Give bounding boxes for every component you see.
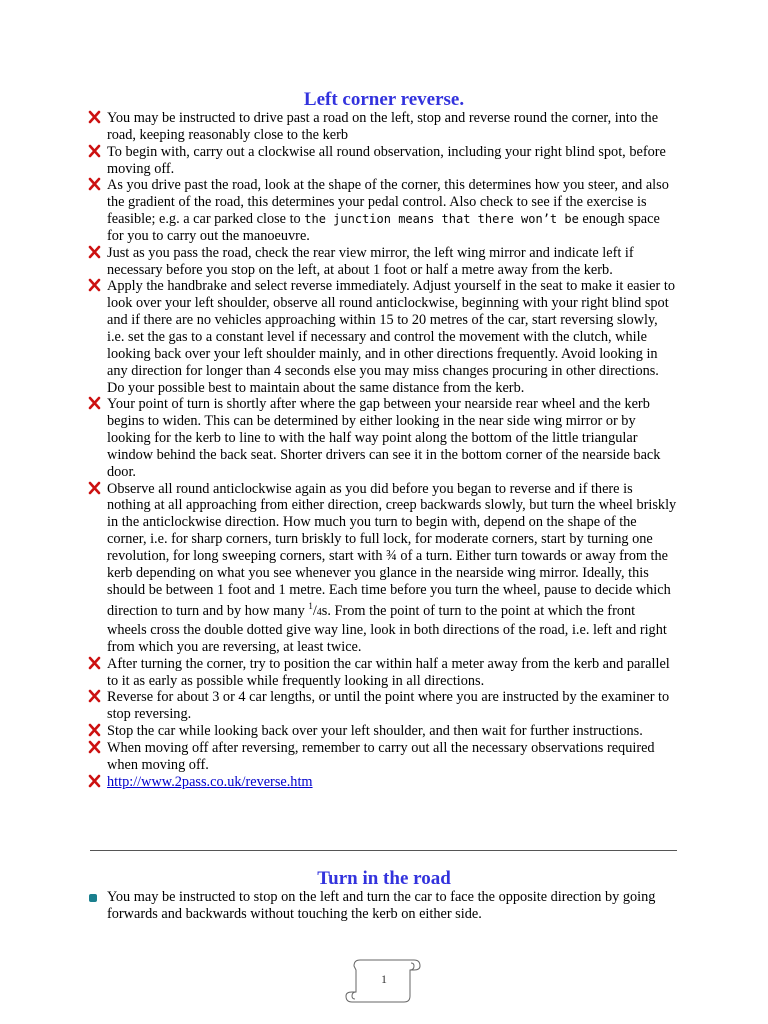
- teal-square-bullet-icon: [89, 894, 97, 902]
- list-item-text: Just as you pass the road, check the rear view mirror, the left wing mirror and indicate left if necessary before you stop on the left, at about 1 foot or half a metre away from the kerb.: [107, 244, 634, 278]
- list-item-text-part: enough space for you to carry out the manoeuvre.: [107, 211, 660, 244]
- list-item-text: To begin with, carry out a clockwise all round observation, including your right blind spot, before moving off.: [107, 143, 666, 177]
- list-item: [88, 689, 678, 723]
- section-title-left-corner-reverse: Left corner reverse.: [303, 89, 465, 110]
- red-cross-icon: [88, 689, 101, 703]
- list-item-text: [107, 177, 669, 244]
- red-cross-icon: [88, 481, 101, 495]
- list-item: [88, 396, 678, 480]
- red-cross-icon: [88, 396, 101, 410]
- list-item-text: After turning the corner, try to position the car within half a meter away from the kerb and parallel to it as early as possible while frequently looking in all directions.: [107, 655, 670, 689]
- list-item: [88, 889, 678, 923]
- fraction-numerator: 1: [308, 601, 313, 612]
- red-cross-icon: [88, 656, 101, 670]
- list-item-text-part: s. From the point of turn to the point at which the front wheels cross the double dotted give way line, look in both directions of the road, i.e. left and right from which you are reversing, at least twice.: [107, 603, 667, 655]
- list-item-text: Apply the handbrake and select reverse immediately. Adjust yourself in the seat to make it easier to look over your left shoulder, observe all round anticlockwise, beginning with your right blind spot and if there are no vehicles approaching within 15 to 20 metres of the car, start reversing slowly, i.e. set the gas to a constant level if necessary and control the movement with the clutch, while looking back over your left shoulder mainly, and in other directions frequently. Avoid looking in any direction for longer than 4 seconds else you may miss changes procuring in other directions. Do your possible best to maintain about the same distance from the kerb.: [107, 278, 675, 396]
- left-corner-reverse-list: [88, 110, 678, 791]
- list-item-text-part: Observe all round anticlockwise again as you did before you began to reverse and if there is nothing at all approaching from either direction, creep backwards slowly, but turn the wheel briskly in the anticlockwise direction. How much you turn to begin with, depend on the shape of the corner, i.e. for sharp corners, turn briskly to full lock, for moderate corners, start by turning one revolution, for long sweeping corners, start with ¾ of a turn. Either turn towards or away from the kerb depending on what you see whenever you glance in the nearside wing mirror. Ideally, this should be between 1 foot and 1 metre. Each time before you turn the wheel, pause to decide which direction to turn and by how many: [107, 480, 677, 620]
- list-item: [88, 245, 678, 279]
- list-item-text: When moving off after reversing, remember to carry out all the necessary observations required when moving off.: [107, 739, 655, 773]
- fraction-denominator: 4: [316, 607, 322, 619]
- list-item: [88, 144, 678, 178]
- list-item: [88, 774, 678, 791]
- section-divider: [90, 850, 677, 851]
- fraction-slash: /: [312, 603, 317, 620]
- red-cross-icon: [88, 245, 101, 259]
- section-title-turn-in-the-road: Turn in the road: [317, 868, 451, 889]
- red-cross-icon: [88, 177, 101, 191]
- list-item: [88, 740, 678, 774]
- red-cross-icon: [88, 740, 101, 754]
- red-cross-icon: [88, 278, 101, 292]
- list-item: [88, 656, 678, 690]
- list-item-text: Stop the car while looking back over your left shoulder, and then wait for further instructions.: [107, 723, 643, 740]
- red-cross-icon: [88, 774, 101, 788]
- red-cross-icon: [88, 144, 101, 158]
- list-item: [88, 723, 678, 740]
- list-item-text: [107, 481, 676, 655]
- turn-in-the-road-list: [88, 889, 678, 923]
- list-item: [88, 110, 678, 144]
- list-item-text-mono: the junction means that there won’t be: [304, 212, 579, 227]
- list-item-text-part: As you drive past the road, look at the shape of the corner, this determines how you steer, and also the gradient of the road, this determines your pedal control. Also check to see if the exercise is feasible; e.g. a car parked close to: [107, 177, 669, 228]
- list-item-text: Your point of turn is shortly after where the gap between your nearside rear wheel and the kerb begins to widen. This can be determined by either looking in the near side wing mirror or by looking for the kerb to line to with the half way point along the bottom of the little triangular window behind the back seat. Shorter drivers can see it in the bottom corner of the nearside back door.: [107, 396, 661, 480]
- source-link[interactable]: http://www.2pass.co.uk/reverse.htm: [107, 773, 313, 790]
- list-item-text: Reverse for about 3 or 4 car lengths, or until the point where you are instructed by the examiner to stop reversing.: [107, 689, 670, 723]
- list-item: [88, 278, 678, 396]
- list-item: [88, 481, 678, 656]
- red-cross-icon: [88, 723, 101, 737]
- red-cross-icon: [88, 110, 101, 124]
- page-number: 1: [381, 972, 387, 986]
- list-item: [88, 177, 678, 244]
- list-item-text: You may be instructed to stop on the left and turn the car to face the opposite direction by going forwards and backwards without touching the kerb on either side.: [107, 889, 656, 922]
- list-item-text: You may be instructed to drive past a road on the left, stop and reverse round the corner, into the road, keeping reasonably close to the kerb: [107, 110, 659, 143]
